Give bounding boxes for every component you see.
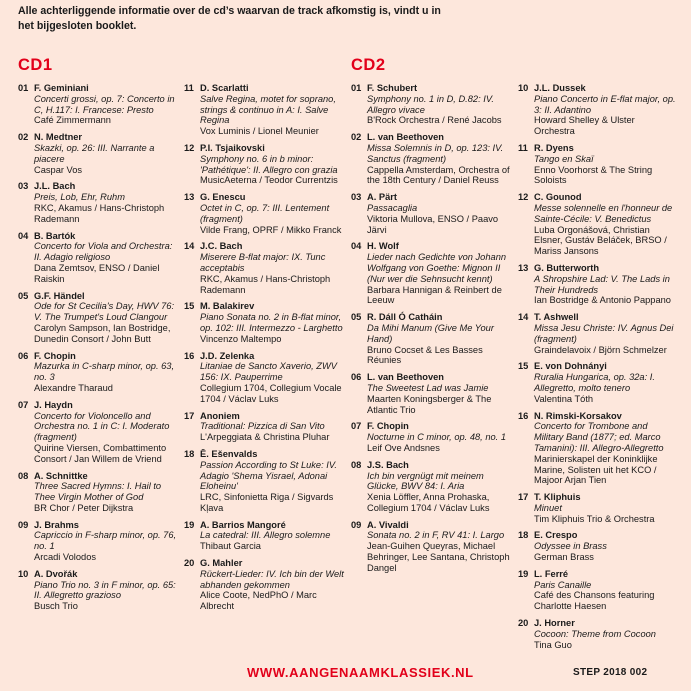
track-performers: RKC, Akamus / Hans-Christoph Rademann (34, 202, 165, 224)
track-performers: Alexandre Tharaud (34, 382, 113, 393)
track-performers: Tim Kliphuis Trio & Orchestra (534, 513, 655, 524)
track-number: 01 (351, 83, 362, 93)
track-composer: N. Rimski-Korsakov (534, 410, 622, 421)
cd1-column-2 (184, 83, 344, 618)
cd2-column-1 (351, 83, 511, 580)
track-work: Piano Concerto in E-flat major, op. 3: II. Adantino (534, 93, 676, 115)
track-work: Sonata no. 2 in F, RV 41: I. Largo (367, 530, 505, 541)
cd2-column-2 (518, 83, 678, 656)
track-item (18, 351, 178, 394)
track-performers: Leif Ove Andsnes (367, 442, 440, 453)
cd1-column-1 (18, 83, 178, 618)
track-item (518, 569, 678, 612)
track-performers: Tina Guo (534, 639, 572, 650)
track-composer: Anoniem (200, 410, 240, 421)
track-work: Concerto for Violoncello and Orchestra no. 1 in C: I. Moderato (fragment) (34, 410, 170, 443)
track-performers: Vilde Frang, OPRF / Mikko Franck (200, 224, 342, 235)
catalog-code: STEP 2018 002 (573, 667, 648, 678)
track-number: 19 (184, 519, 195, 530)
track-performers: Collegium 1704, Collegium Vocale 1704 / Václav Luks (200, 382, 342, 404)
track-performers: Thibaut Garcia (200, 541, 261, 552)
track-performers: Enno Voorhorst & The String Soloists (534, 164, 653, 186)
track-performers: Cappella Amsterdam, Orchestra of the 18th Century / Daniel Reuss (367, 164, 510, 186)
track-item (351, 372, 511, 415)
track-composer: C. Gounod (534, 192, 582, 203)
track-item (518, 492, 678, 524)
track-number: 04 (351, 241, 362, 252)
track-performers: Luba Orgonášová, Christian Elsner, Gustáv Beláček, BRSO / Mariss Jansons (534, 224, 667, 257)
track-performers: Café Zimmermann (34, 115, 111, 126)
track-item (184, 143, 344, 186)
track-item (351, 241, 511, 306)
track-item (18, 83, 178, 126)
track-number: 15 (518, 361, 529, 372)
track-number: 16 (184, 350, 195, 361)
track-number: 01 (18, 83, 29, 93)
track-performers: Ian Bostridge & Antonio Pappano (534, 295, 671, 306)
track-work: Piano Trio no. 3 in F minor, op. 65: II. Allegretto grazioso (34, 579, 176, 601)
track-work: Traditional: Pizzica di San Vito (200, 421, 325, 432)
track-composer: F. Chopin (34, 350, 76, 361)
track-performers: Viktoria Mullova, ENSO / Paavo Järvi (367, 213, 499, 235)
track-work: Odyssee in Brass (534, 541, 607, 552)
track-work: Cocoon: Theme from Cocoon (534, 628, 656, 639)
track-work: Preis, Lob, Ehr, Ruhm (34, 192, 125, 203)
track-composer: A. Pärt (367, 192, 397, 203)
track-performers: Graindelavoix / Björn Schmelzer (534, 344, 667, 355)
track-work: Salve Regina, motet for soprano, strings & continuo in A: I. Salve Regina (200, 93, 336, 126)
track-number: 17 (184, 410, 195, 421)
track-number: 12 (518, 192, 529, 203)
track-item (351, 192, 511, 235)
track-number: 17 (518, 492, 529, 503)
track-number: 03 (18, 181, 29, 192)
track-work: Symphony no. 1 in D, D.82: IV. Allegro vivace (367, 93, 494, 115)
track-performers: Jean-Guihen Queyras, Michael Behringer, Lee Santana, Christoph Dangel (367, 541, 510, 573)
track-composer: J.L. Dussek (534, 83, 586, 93)
track-number: 05 (18, 290, 29, 301)
track-work: Passacaglia (367, 202, 418, 213)
track-work: Ruralia Hungarica, op. 32a: I. Allegretto, molto tenero (534, 372, 655, 393)
track-number: 10 (18, 568, 29, 579)
track-composer: A. Schnittke (34, 470, 88, 481)
track-composer: A. Barrios Mangoré (200, 519, 286, 530)
track-performers: Xenia Löffler, Anna Prohaska, Collegium 1704 / Václav Luks (367, 492, 490, 513)
track-work: Concerti grossi, op. 7: Concerto in C, H.117: I. Francese: Presto (34, 93, 175, 115)
track-performers: Quirine Viersen, Combattimento Consort / Jan Willem de Vriend (34, 442, 167, 464)
track-number: 06 (18, 350, 29, 361)
track-number: 06 (351, 372, 362, 383)
track-composer: R. Dyens (534, 142, 574, 153)
track-work: Da Mihi Manum (Give Me Your Hand) (367, 322, 494, 344)
track-performers: MusicAeterna / Teodor Currentzis (200, 175, 338, 186)
track-performers: German Brass (534, 552, 594, 563)
track-work: The Sweetest Lad was Jamie (367, 382, 489, 393)
track-item (184, 411, 344, 443)
track-number: 11 (518, 142, 528, 153)
track-item (184, 241, 344, 295)
track-composer: E. Crespo (534, 530, 578, 541)
track-work: Missa Solemnis in D, op. 123: IV. Sanctus (fragment) (367, 142, 504, 164)
track-composer: F. Schubert (367, 83, 418, 93)
track-number: 09 (18, 519, 29, 530)
track-number: 14 (184, 241, 195, 252)
track-performers: Alice Coote, NedPhO / Marc Albrecht (200, 590, 317, 612)
track-number: 03 (351, 192, 362, 203)
track-work: Nocturne in C minor, op. 48, no. 1 (367, 432, 507, 443)
track-item (184, 558, 344, 612)
track-composer: J.D. Zelenka (200, 350, 255, 361)
track-work: Concerto for Viola and Orchestra: II. Adagio religioso (34, 241, 173, 263)
track-performers: Vincenzo Maltempo (200, 333, 282, 344)
track-item (351, 460, 511, 514)
track-number: 20 (518, 618, 529, 629)
track-number: 18 (518, 530, 529, 541)
track-item (518, 361, 678, 404)
track-item (18, 132, 178, 175)
track-performers: L'Arpeggiata & Christina Pluhar (200, 432, 330, 443)
track-item (351, 421, 511, 453)
track-work: Messe solennelle en l'honneur de Sainte-Cécile: V. Benedictus (534, 202, 673, 224)
track-number: 04 (18, 230, 29, 241)
track-number: 07 (18, 399, 29, 410)
track-composer: F. Geminiani (34, 83, 89, 93)
track-composer: J.L. Bach (34, 181, 76, 192)
track-work: Mazurka in C-sharp minor, op. 63, no. 3 (34, 361, 175, 383)
track-performers: Bruno Cocset & Les Basses Réunies (367, 344, 483, 366)
track-composer: A. Vivaldi (367, 519, 409, 530)
track-composer: P.I. Tsjaikovski (200, 142, 265, 153)
track-performers: Caspar Vos (34, 164, 83, 175)
track-number: 08 (18, 470, 29, 481)
track-number: 12 (184, 142, 195, 153)
track-item (18, 569, 178, 612)
track-composer: R. Dáll Ó Catháin (367, 312, 443, 323)
track-composer: J. Horner (534, 618, 575, 629)
track-performers: RKC, Akamus / Hans-Christoph Rademann (200, 273, 331, 295)
track-item (518, 263, 678, 306)
track-item (184, 449, 344, 514)
track-work: Symphony no. 6 in b minor: 'Pathétique': II. Allegro con grazia (200, 153, 338, 175)
track-item (518, 411, 678, 487)
track-performers: Barbara Hannigan & Reinbert de Leeuw (367, 284, 502, 306)
track-performers: Carolyn Sampson, Ian Bostridge, Dunedin Consort / John Butt (34, 322, 171, 344)
track-item (518, 83, 678, 137)
track-composer: A. Dvořák (34, 568, 78, 579)
track-performers: BR Chor / Peter Dijkstra (34, 502, 134, 513)
track-item (518, 530, 678, 562)
track-item (351, 520, 511, 574)
track-performers: Busch Trio (34, 601, 78, 612)
track-number: 13 (184, 192, 195, 203)
track-number: 13 (518, 262, 529, 273)
track-work: Minuet (534, 502, 562, 513)
track-item (184, 192, 344, 235)
track-work: Skazki, op. 26: III. Narrante a piacere (34, 142, 155, 164)
track-work: Missa Jesu Christe: IV. Agnus Dei (fragment) (534, 322, 674, 344)
track-performers: Dana Zemtsov, ENSO / Daniel Raiskin (34, 262, 160, 284)
track-performers: B'Rock Orchestra / René Jacobs (367, 115, 502, 126)
track-performers: Vox Luminis / Lionel Meunier (200, 126, 319, 137)
track-composer: N. Medtner (34, 132, 83, 143)
track-work: Piano Sonata no. 2 in B-flat minor, op. 102: III. Intermezzo - Larghetto (200, 312, 343, 333)
track-performers: Arcadi Volodos (34, 552, 97, 563)
track-composer: F. Chopin (367, 421, 409, 432)
track-item (351, 312, 511, 366)
track-number: 09 (351, 519, 362, 530)
track-composer: B. Bartók (34, 230, 76, 241)
track-item (351, 83, 511, 126)
track-item (518, 192, 678, 257)
track-work: Concerto for Trombone and Military Band (1877; ed. Marco Tamanini): III. Allegro-Allegretto (534, 421, 664, 453)
track-number: 07 (351, 421, 362, 432)
cd2-heading: CD2 (351, 56, 386, 74)
track-work: Miserere B-flat major: IX. Tunc acceptabis (200, 252, 326, 273)
track-number: 15 (184, 301, 195, 312)
track-performers: Valentina Tóth (534, 393, 594, 404)
track-composer: J. Brahms (34, 519, 79, 530)
track-number: 05 (351, 312, 362, 323)
track-work: Octet in C, op. 7: III. Lentement (fragment) (200, 202, 330, 224)
track-work: Ich bin vergnügt mit meinem Glücke, BWV 84: I. Aria (367, 470, 484, 492)
track-item (18, 291, 178, 345)
track-number: 16 (518, 410, 529, 421)
track-composer: D. Scarlatti (200, 83, 249, 93)
track-item (18, 471, 178, 514)
cd1-heading: CD1 (18, 56, 53, 74)
track-item (351, 132, 511, 186)
track-item (518, 312, 678, 355)
track-performers: Maarten Koningsberger & The Atlantic Trio (367, 393, 492, 415)
track-number: 20 (184, 558, 195, 569)
track-item (18, 520, 178, 563)
track-work: Lieder nach Gedichte von Johann Wolfgang von Goethe: Mignon II (Nur wer die Sehnsucht kennt) (367, 252, 507, 284)
track-number: 18 (184, 448, 195, 459)
track-item (518, 618, 678, 650)
track-composer: L. van Beethoven (367, 372, 444, 383)
track-composer: L. van Beethoven (367, 132, 444, 143)
track-item (184, 351, 344, 405)
track-work: La catedral: III. Allegro solemne (200, 530, 331, 541)
track-composer: T. Ashwell (534, 312, 579, 323)
track-number: 11 (184, 83, 194, 93)
track-performers: Café des Chansons featuring Charlotte Haesen (534, 590, 655, 612)
track-work: Passion According to St Luke: IV. Adagio 'Shema Yisrael, Adonai Eloheinu' (200, 459, 337, 492)
track-number: 19 (518, 568, 529, 579)
track-number: 10 (518, 83, 529, 93)
track-work: Three Sacred Hymns: I. Hail to Thee Virgin Mother of God (34, 481, 162, 503)
track-composer: H. Wolf (367, 241, 399, 252)
track-composer: J. Haydn (34, 399, 73, 410)
track-composer: Ē. Ešenvalds (200, 448, 258, 459)
track-work: Ode for St Cecilia's Day, HWV 76: V. The Trumpet's Loud Clangour (34, 301, 175, 323)
intro-text: Alle achterliggende informatie over de cd’s waarvan de track afkomstig is, vindt u in het bijgesloten booklet. (18, 5, 441, 32)
track-work: A Shropshire Lad: V. The Lads in Their Hundreds (534, 273, 670, 295)
track-work: Litaniae de Sancto Xaverio, ZWV 156: IX. Pauperrime (200, 361, 337, 383)
track-item (184, 83, 344, 137)
track-item (18, 181, 178, 224)
track-work: Capriccio in F-sharp minor, op. 76, no. 1 (34, 530, 177, 552)
track-composer: G. Enescu (200, 192, 246, 203)
track-item (18, 231, 178, 285)
track-composer: G.F. Händel (34, 290, 85, 301)
track-item (184, 520, 344, 552)
track-number: 02 (351, 132, 362, 143)
track-composer: G. Mahler (200, 558, 243, 569)
track-item (18, 400, 178, 465)
track-number: 02 (18, 132, 29, 143)
track-composer: M. Balakirev (200, 301, 255, 312)
track-composer: T. Kliphuis (534, 492, 581, 503)
track-composer: J.S. Bach (367, 459, 409, 470)
track-work: Paris Canaille (534, 579, 592, 590)
website-link[interactable]: WWW.AANGENAAMKLASSIEK.NL (247, 665, 474, 680)
track-performers: Marinierskapel der Koninklijke Marine, Solisten uit het KCO / Majoor Arjan Tien (534, 453, 658, 486)
track-item (184, 301, 344, 344)
track-performers: LRC, Sinfonietta Riga / Sigvards Kļava (200, 492, 334, 513)
track-number: 14 (518, 312, 529, 323)
track-work: Rückert-Lieder: IV. Ich bin der Welt abhanden gekommen (200, 568, 344, 590)
track-composer: E. von Dohnányi (534, 361, 607, 372)
track-work: Tango en Skaï (534, 153, 594, 164)
track-item (518, 143, 678, 186)
track-performers: Howard Shelley & Ulster Orchestra (534, 115, 635, 137)
track-composer: J.C. Bach (200, 241, 243, 252)
track-composer: G. Butterworth (534, 262, 600, 273)
track-composer: L. Ferré (534, 568, 569, 579)
track-number: 08 (351, 459, 362, 470)
